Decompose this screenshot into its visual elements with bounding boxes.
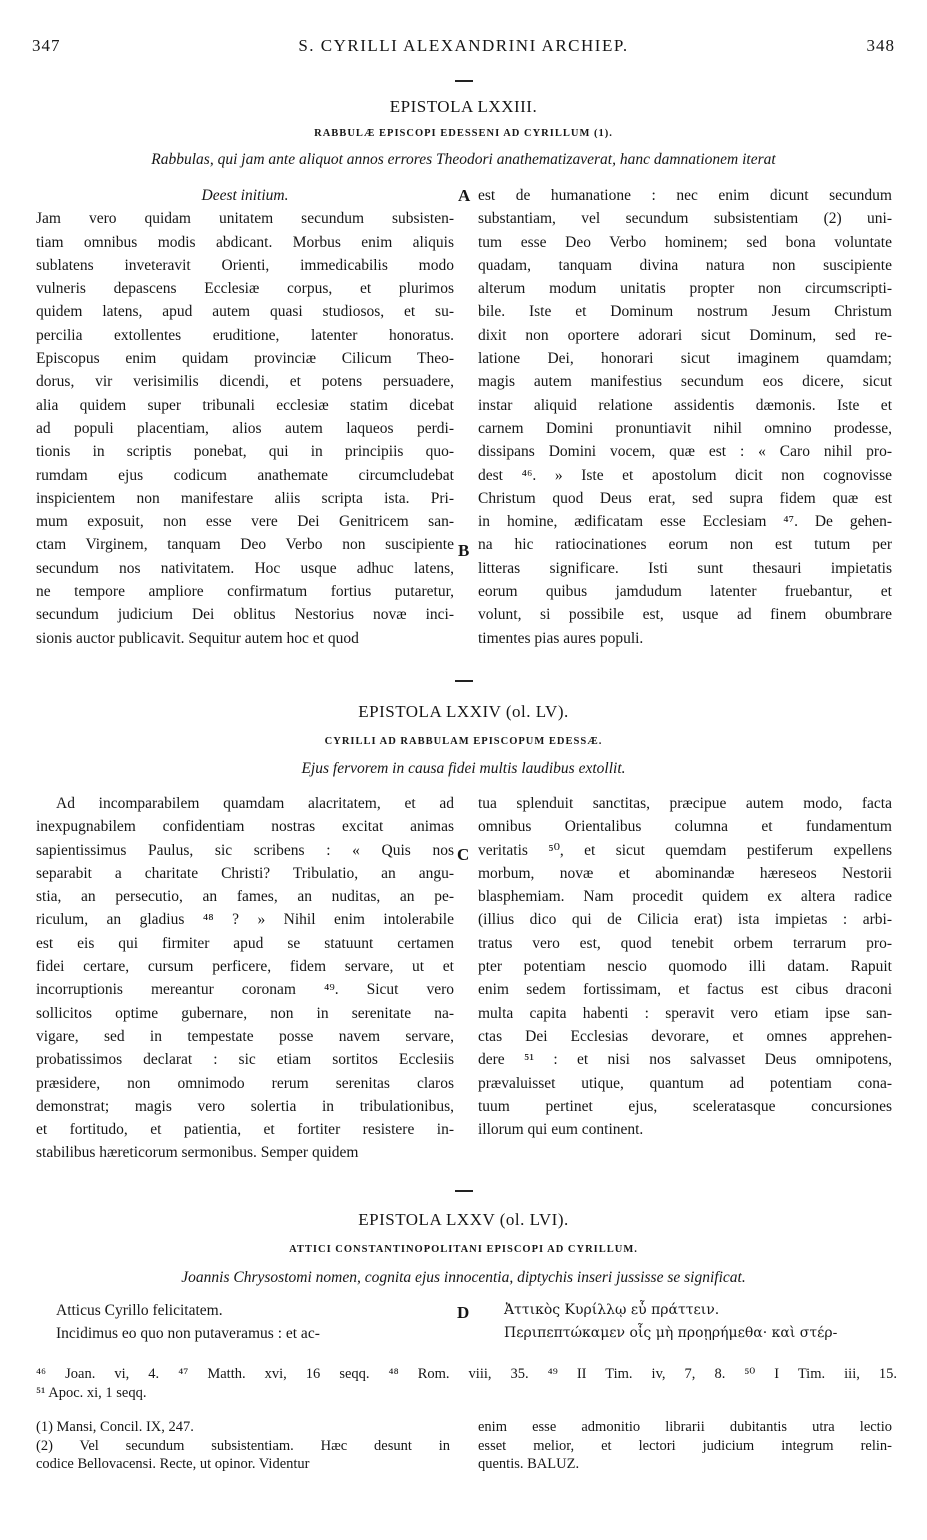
text-line: stia, an persecutio, an fames, an nuditas, an pe-	[36, 888, 454, 906]
text-line: Incidimus eo quo non putaveramus : et ac-	[56, 1325, 320, 1343]
running-head-title: S. CYRILLI ALEXANDRINI ARCHIEP.	[298, 36, 629, 55]
text-line: magis autem manifestius secundum eos dicere, sicut	[478, 373, 892, 391]
page-number-right: 348	[866, 36, 895, 55]
text-line: Deest initium.	[201, 187, 289, 204]
text-line: na hic ratiocinationes eorum non est tutum per	[478, 536, 892, 554]
text-line: mum exposuit, non esse vere Dei Genitricem san-	[36, 513, 454, 531]
text-line: carnem Domini pronuntiavit nihil omnino prodesse,	[478, 419, 892, 437]
text-line: tratus vero est, quod tenebit orbem terrarum pro-	[478, 934, 892, 952]
text-line: substantiam, vel secundum subsistentiam (2) uni-	[478, 210, 892, 228]
text-line: fidei certare, cursum perficere, fidem servare, ut et	[36, 958, 454, 976]
text-line: (illius dico qui de Cilicia erat) ista impietas : arbi-	[478, 911, 892, 929]
scripture-references	[36, 1365, 897, 1403]
text-line: tua splenduit sanctitas, præcipue autem modo, facta	[478, 795, 892, 812]
note-line: (2) Vel secundum subsistentiam. Hæc desunt in	[36, 1437, 450, 1454]
text-line: quidem latens, apud autem quasi studiosos, et su-	[36, 303, 454, 321]
text-line: dere ⁵¹ : et nisi nos salvasset Deus omnipotens,	[478, 1051, 892, 1069]
text-line: sapientissimus Paulus, sic scribens : « Quis nos	[36, 841, 454, 859]
text-line: litteras significare. Isti sunt thesauri impietatis	[478, 559, 892, 577]
section-divider	[455, 1190, 473, 1192]
text-line: blasphemiam. Nam procedit quidem ex altera radice	[478, 888, 892, 906]
text-line: Ἀττικὸς Κυρίλλῳ εὖ πράττειν.	[504, 1302, 720, 1318]
epistle-75-left-column	[36, 1299, 444, 1346]
text-line: timentes pias aures populi.	[478, 629, 644, 647]
scripture-reference-line: ⁵¹ Apoc. xi, 1 seqq.	[36, 1385, 147, 1401]
margin-letter-b: B	[458, 541, 470, 560]
epistle-73-argument: Rabbulas, qui jam ante aliquot annos errores Theodori anathematizaverat, hanc damnationem iterat	[151, 151, 776, 168]
text-line: Jam vero quidam unitatem secundum subsisten-	[36, 210, 454, 228]
text-line: incorruptionis mereantur coronam ⁴⁹. Sicut vero	[36, 981, 454, 999]
text-line: sionis auctor publicavit. Sequitur autem hoc et quod	[36, 629, 359, 647]
text-line: ctam Virginem, tanquam Deo Verbo non suscipiente	[36, 536, 454, 554]
text-line: sollicitos optime gubernare, non in serenitate na-	[36, 1004, 454, 1022]
epistle-75-argument: Joannis Chrysostomi nomen, cognita ejus innocentia, diptychis inseri jussisse se significat.	[181, 1269, 746, 1286]
text-line: secundum judicium Dei oblitus Nestorius novæ inci-	[36, 606, 454, 624]
text-line: vulneris depascens Ecclesiæ corpus, et plurimos	[36, 280, 454, 298]
text-line: probatissimos declarat : sic etiam sortitos Ecclesiis	[36, 1051, 454, 1069]
section-divider	[455, 80, 473, 82]
epistle-74-subtitle: CYRILLI AD RABBULAM EPISCOPUM EDESSÆ.	[324, 736, 603, 747]
text-line: percilia extollentes eruditione, latenter honoratus.	[36, 326, 454, 344]
text-line: vigare, sed in tempestate posse navem servare,	[36, 1027, 454, 1045]
text-line: tiam omnibus modis abdicant. Morbus enim aliquis	[36, 233, 454, 251]
text-line: dissipans Domini vocem, quæ est : « Caro nihil pro-	[478, 443, 892, 461]
text-line: Episcopus enim quidam provinciæ Cilicum Theo-	[36, 350, 454, 368]
text-line: inexpugnabilem confidentiam nostras excitat animas	[36, 818, 454, 836]
text-line: alterum modum unitatis propter non circumscripti-	[478, 280, 892, 298]
text-line: illorum qui eum continent.	[478, 1121, 644, 1139]
text-line: præsidere, non omnimodo rerum serenitas claros	[36, 1074, 454, 1092]
text-line: enim sedem fortissimam, et factus est cibus draconi	[478, 981, 892, 999]
text-line: tionis in scriptis ponebat, qui in principiis quo-	[36, 443, 454, 461]
text-line: ne tempore ampliore confirmatum fortius putaretur,	[36, 583, 454, 601]
section-divider	[455, 680, 473, 682]
text-line: inspicientem non manifestare aliis scripta ista. Pri-	[36, 489, 454, 507]
epistle-74-left-column	[36, 792, 454, 1165]
text-line: instar aliquid relatione assidentis dæmonis. Iste et	[478, 396, 892, 414]
running-head	[32, 36, 895, 58]
text-line: riculum, an gladius ⁴⁸ ? » Nihil enim intolerabile	[36, 911, 454, 929]
editorial-notes-left	[36, 1418, 450, 1474]
text-line: morbum, novæ et abominandæ hæreseos Nestorii	[478, 864, 892, 882]
text-line: separabit a charitate Christi? Tribulatio, an angu-	[36, 864, 454, 882]
text-line: ctas Dei Ecclesias devorare, et omnes apprehen-	[478, 1027, 892, 1045]
text-line: dest ⁴⁶. » Iste et apostolum dicit non cognovisse	[478, 466, 892, 484]
text-line: rumdam ejus codicum anathemate circumcludebat	[36, 466, 454, 484]
note-line: quentis. BALUZ.	[478, 1456, 580, 1472]
epistle-75-right-column-greek	[484, 1299, 890, 1346]
page-number-left: 347	[32, 36, 61, 55]
text-line: alia quidem super tribunali ecclesiæ statim dicebat	[36, 396, 454, 414]
text-line: sublatens inveteravit Orienti, immedicabilis modo	[36, 256, 454, 274]
text-line: veritatis ⁵⁰, et sicut quemdam pestiferum expellens	[478, 841, 892, 859]
text-line: prævaluisset utique, quantum ad potentiam cona-	[478, 1074, 892, 1092]
editorial-notes-right	[478, 1418, 892, 1474]
margin-letter-c: C	[457, 845, 470, 864]
text-line: demonstrat; magis vero solertia in tribulationibus,	[36, 1097, 454, 1115]
note-line: esset melior, et lectori judicium integrum relin-	[478, 1437, 892, 1454]
epistle-74-right-column	[478, 792, 892, 1141]
text-line: Ad incomparabilem quamdam alacritatem, et ad	[56, 795, 454, 812]
epistle-73-left-column	[36, 184, 454, 650]
epistle-75-title: EPISTOLA LXXV (ol. LVI).	[358, 1210, 569, 1229]
text-line: stabilibus hæreticorum sermonibus. Semper quidem	[36, 1144, 359, 1162]
text-line: Περιπεπτώκαμεν οἷς μὴ προῃρήμεθα· καὶ στέρ-	[504, 1325, 838, 1342]
text-line: est de humanatione : nec enim dicunt secundum	[478, 187, 892, 204]
epistle-73-subtitle: RABBULÆ EPISCOPI EDESSENI AD CYRILLUM (1).	[314, 128, 613, 139]
text-line: Christum quod Deus erat, sed supra fidem quæ est	[478, 489, 892, 507]
text-line: pter potentiam nescio quomodo illi datam. Rapuit	[478, 958, 892, 976]
text-line: secundum nos nativitatem. Hoc usque adhuc latens,	[36, 559, 454, 577]
note-line: (1) Mansi, Concil. IX, 247.	[36, 1419, 194, 1435]
text-line: eorum quibus jamdudum latenter fruebantur, et	[478, 583, 892, 601]
text-line: quadam, tanquam divina natura non suscipiente	[478, 256, 892, 274]
margin-letter-d: D	[457, 1303, 470, 1322]
text-line: latione Dei, honorari sicut imaginem quamdam;	[478, 350, 892, 368]
note-line: enim esse admonitio librarii dubitantis utra lectio	[478, 1419, 892, 1435]
epistle-73-right-column	[478, 184, 892, 650]
text-line: est eis qui firmiter apud se statuunt certamen	[36, 934, 454, 952]
text-line: bile. Iste et Dominum nostrum Jesum Christum	[478, 303, 892, 321]
text-line: omnibus Orientalibus columna et fundamentum	[478, 818, 892, 836]
scripture-reference-line: ⁴⁶ Joan. vi, 4. ⁴⁷ Matth. xvi, 16 seqq. ⁴⁸ Rom. viii, 35. ⁴⁹ II Tim. iv, 7, 8. ⁵⁰ I Tim. iii, 15.	[36, 1366, 897, 1382]
text-line: multa capita habenti : speravit vero etiam ipse san-	[478, 1004, 892, 1022]
text-line: tuum pertinet ejus, sceleratasque concursiones	[478, 1097, 892, 1115]
epistle-73-title: EPISTOLA LXXIII.	[389, 97, 538, 116]
note-line: codice Bellovacensi. Recte, ut opinor. Videntur	[36, 1456, 310, 1472]
epistle-74-argument: Ejus fervorem in causa fidei multis laudibus extollit.	[301, 760, 626, 777]
text-line: in homine, ædificatam esse Ecclesiam ⁴⁷. De gehen-	[478, 513, 892, 531]
epistle-74-title: EPISTOLA LXXIV (ol. LV).	[358, 702, 569, 721]
text-line: tum esse Deo Verbo hominem; sed bona voluntate	[478, 233, 892, 251]
epistle-75-subtitle: ATTICI CONSTANTINOPOLITANI EPISCOPI AD CYRILLUM.	[289, 1244, 638, 1255]
text-line: ad populi placentiam, alios autem laqueos perdi-	[36, 419, 454, 437]
margin-letter-a: A	[458, 186, 471, 205]
text-line: dixit non oportere adorari sicut Dominum, sed re-	[478, 326, 892, 344]
text-line: dorus, vir verisimilis dicendi, et potens persuadere,	[36, 373, 454, 391]
text-line: Atticus Cyrillo felicitatem.	[56, 1302, 223, 1319]
text-line: volunt, si possibile est, usque ad finem obumbrare	[478, 606, 892, 624]
text-line: et fortitudo, et patientia, et fortiter resistere in-	[36, 1121, 454, 1139]
